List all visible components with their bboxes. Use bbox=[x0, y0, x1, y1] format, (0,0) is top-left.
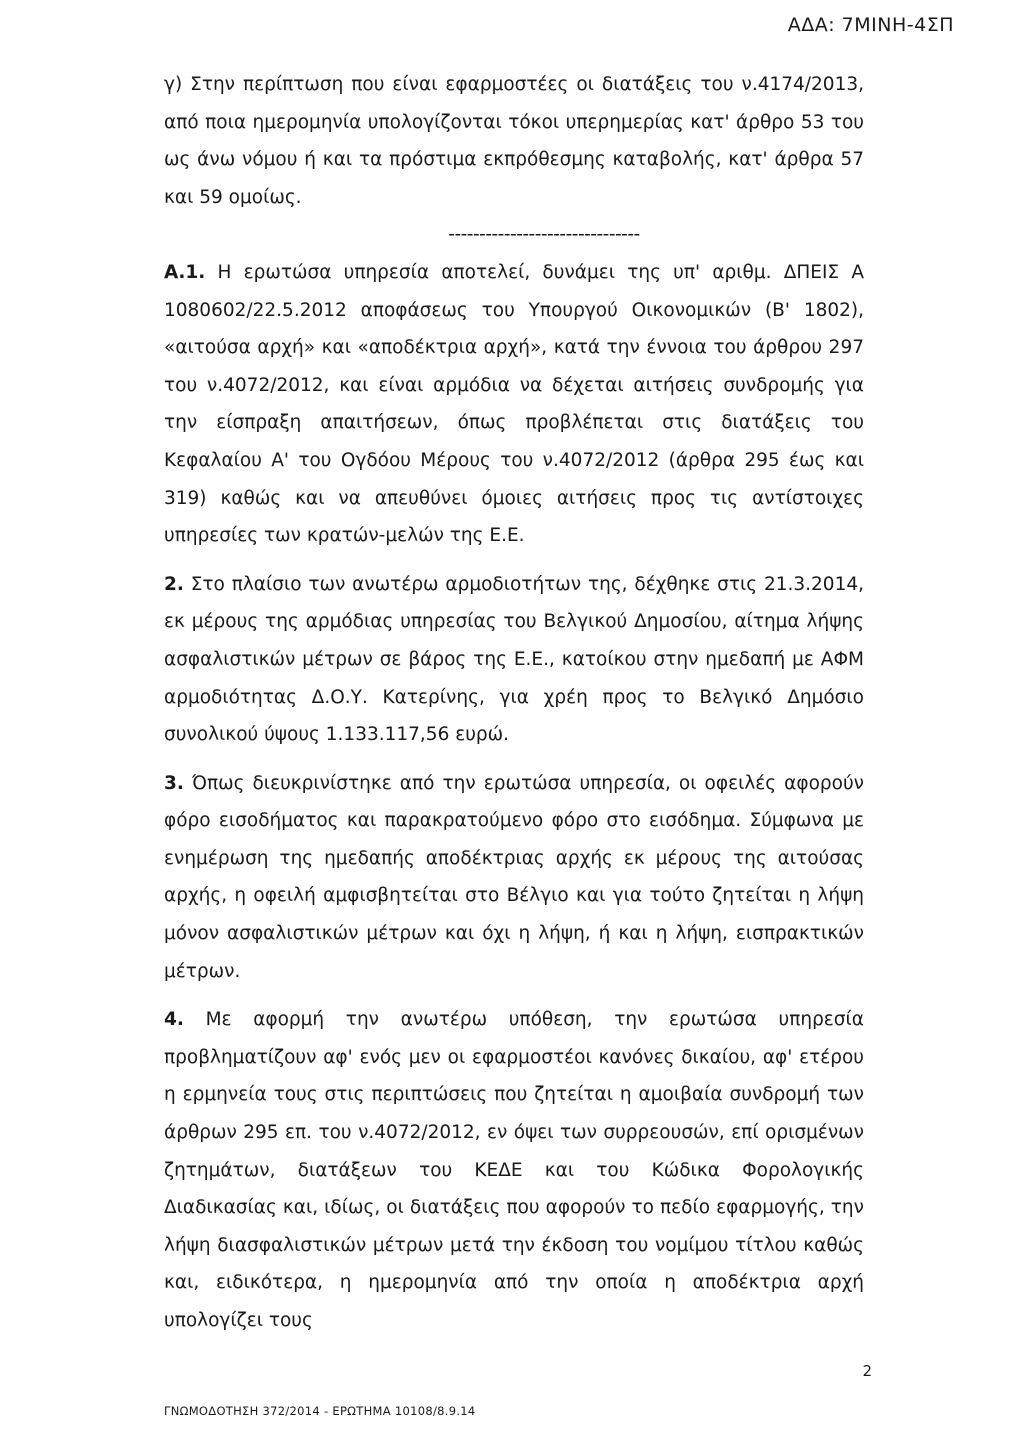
ada-code: ΑΔΑ: 7ΜΙΝΗ-4ΣΠ bbox=[787, 14, 954, 36]
paragraph-number: Α.1. bbox=[164, 261, 206, 283]
paragraph-3 bbox=[164, 765, 864, 991]
paragraph-2 bbox=[164, 566, 864, 754]
paragraph-intro bbox=[164, 66, 864, 216]
paragraph-number: 4. bbox=[164, 1009, 184, 1031]
paragraph-number: 3. bbox=[164, 772, 184, 794]
paragraph-text: Με αφορμή την ανωτέρω υπόθεση, την ερωτώσα υπηρεσία προβληματίζουν αφ' ενός μεν οι εφαρμοστέοι κανόνες δικαίου, αφ' ετέρου η ερμηνεία τους στις περιπτώσεις που ζητείται η αμοιβαία συνδρομή των άρθρων 295 επ. του ν.4072/2012, εν όψει των συρρεουσών, επί ορισμένων ζητημάτων, διατάξεων του ΚΕΔΕ και του Κώδικα Φορολογικής Διαδικασίας και, ιδίως, οι διατάξεις που αφορούν το πεδίο εφαρμογής, την λήψη διασφαλιστικών μέτρων μετά την έκδοση του νομίμου τίτλου καθώς και, ειδικότερα, η ημερομηνία από την οποία η αποδέκτρια αρχή υπολογίζει τους bbox=[164, 1009, 864, 1331]
paragraph-number: 2. bbox=[164, 573, 184, 595]
paragraph-a1 bbox=[164, 254, 864, 555]
paragraph-text: Η ερωτώσα υπηρεσία αποτελεί, δυνάμει της υπ' αριθμ. ΔΠΕΙΣ Α 1080602/22.5.2012 αποφάσεως του Υπουργού Οικονομικών (Β' 1802), «αιτούσα αρχή» και «αποδέκτρια αρχή», κατά την έννοια του άρθρου 297 του ν.4072/2012, και είναι αρμόδια να δέχεται αιτήσεις συνδρομής για την είσπραξη απαιτήσεων, όπως προβλέπεται στις διατάξεις του Κεφαλαίου Α' του Ογδόου Μέρους του ν.4072/2012 (άρθρα 295 έως και 319) καθώς και να απευθύνει όμοιες αιτήσεις προς τις αντίστοιχες υπηρεσίες των κρατών-μελών της Ε.Ε. bbox=[164, 261, 864, 547]
page-number: 2 bbox=[862, 1362, 872, 1380]
separator-line: ------------------------------- bbox=[448, 224, 640, 246]
footer-reference: ΓΝΩΜΟΔΟΤΗΣΗ 372/2014 - ΕΡΩΤΗΜΑ 10108/8.9.14 bbox=[164, 1404, 476, 1418]
paragraph-text: Στο πλαίσιο των ανωτέρω αρμοδιοτήτων της, δέχθηκε στις 21.3.2014, εκ μέρους της αρμόδιας υπηρεσίας του Βελγικού Δημοσίου, αίτημα λήψης ασφαλιστικών μέτρων σε βάρος της Ε.Ε., κατοίκου στην ημεδαπή με ΑΦΜ αρμοδιότητας Δ.Ο.Υ. Κατερίνης, για χρέη προς το Βελγικό Δημόσιο συνολικού ύψους 1.133.117,56 ευρώ. bbox=[164, 573, 864, 746]
document-body bbox=[164, 66, 864, 1340]
paragraph-text: Όπως διευκρινίστηκε από την ερωτώσα υπηρεσία, οι οφειλές αφορούν φόρο εισοδήματος και παρακρατούμενο φόρο στο εισόδημα. Σύμφωνα με ενημέρωση της ημεδαπής αποδέκτριας αρχής εκ μέρους της αιτούσας αρχής, η οφειλή αμφισβητείται στο Βέλγιο και για τούτο ζητείται η λήψη μόνον ασφαλιστικών μέτρων και όχι η λήψη, ή και η λήψη, εισπρακτικών μέτρων. bbox=[164, 772, 864, 982]
paragraph-text: γ) Στην περίπτωση που είναι εφαρμοστέες οι διατάξεις του ν.4174/2013, από ποια ημερομηνία υπολογίζονται τόκοι υπερημερίας κατ' άρθρο 53 του ως άνω νόμου ή και τα πρόστιμα εκπρόθεσμης καταβολής, κατ' άρθρα 57 και 59 ομοίως. bbox=[164, 74, 864, 208]
paragraph-4 bbox=[164, 1001, 864, 1339]
